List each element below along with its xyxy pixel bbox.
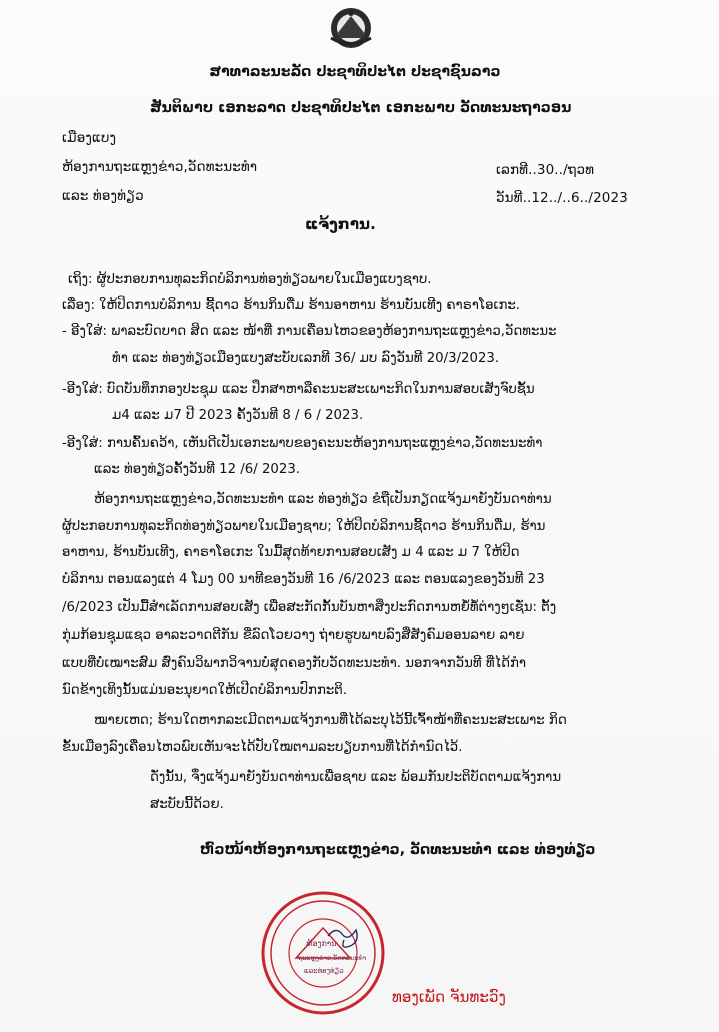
national-emblem-icon (322, 4, 380, 50)
signatory-name: ທອງເພັດ ຈັນທະວົງ (392, 988, 506, 1006)
body-paragraph-line7: ແບບທີ່ບໍ່ເໝາະສົມ ສົ່ງຄົນວິພາກວິຈານບໍ່ສຸດຄອງກັບວັດທະນະທໍາ. ນອກຈາກວັນທີ ທີ່ໄດ້ກໍາ (62, 656, 527, 671)
official-stamp-icon (258, 888, 388, 1018)
basis-3-line1: -ອີງໃສ່: ການຄົ້ນຄວ້າ, ເຫັນດີເປັນເອກະພາບຂອງຄະນະຫ້ອງການຖະແຫຼງຂ່າວ,ວັດທະນະທໍາ (62, 436, 543, 451)
closing-line2: ສະບັບນີ້ດ້ວຍ. (150, 797, 224, 812)
basis-2-line1: -ອີງໃສ່: ບົດບັນທຶກກອງປະຊຸມ ແລະ ປຶກສາຫາລືຄະນະສະເພາະກິດໃນການສອບເສັງຈົບຊັ້ນ (62, 382, 535, 397)
body-paragraph-line6: ກຸ່ມກ້ອນຊຸມແຊວ ອາລະວາດຕີກັນ ຂີ່ລົດໂວຍວາງ ຖ່າຍຮູບພາບລົງສື່ສັງຄົມອອນລາຍ ລາຍ (62, 628, 525, 643)
basis-1-line1: - ອີງໃສ່: ພາລະບົດບາດ ສິດ ແລະ ໜ້າທີ່ ການເຄື່ອນໄຫວຂອງຫ້ອງການຖະແຫຼງຂ່າວ,ວັດທະນະ (62, 324, 557, 339)
office-name-line1: ຫ້ອງການຖະແຫຼງຂ່າວ,ວັດທະນະທໍາ (62, 159, 258, 175)
reference-number: ເລກທີ..30../ຖວທ (496, 162, 595, 178)
note-line1: ໝາຍເຫດ; ຮ້ານໃດຫາກລະເມີດຕາມແຈ້ງການທີ່ໄດ້ລະບຸໄວ້ນີ້ເຈົ້າໜ້າທີ່ຄະນະສະເພາະ ກິດ (94, 713, 567, 728)
reference-date: ວັນທີ..12../..6../2023 (496, 190, 628, 206)
body-paragraph-line1: ຫ້ອງການຖະແຫຼງຂ່າວ,ວັດທະນະທໍາ ແລະ ທ່ອງທ່ຽວ ຂໍຖືເປັນກຽດແຈ້ງມາຍັງບັນດາທ່ານ (94, 492, 552, 507)
body-paragraph-line3: ອາຫານ, ຮ້ານບັນເທີງ, ຄາຣາໂອເກະ ໃນມື້ສຸດທ້າຍການສອບເສັງ ມ 4 ແລະ ມ 7 ໃຫ້ປິດ (62, 545, 520, 560)
body-paragraph-line4: ບໍລິການ ຕອນແລງແຕ່ 4 ໂມງ 00 ນາທີຂອງວັນທີ 16 /6/2023 ແລະ ຕອນແລງຂອງວັນທີ 23 (62, 572, 545, 587)
basis-3-line2: ແລະ ທ່ອງທ່ຽວຄັ້ງວັນທີ 12 /6/ 2023. (94, 462, 301, 477)
national-motto: ສັນຕິພາບ ເອກະລາດ ປະຊາທິປະໄຕ ເອກະພາບ ວັດທະນະຖາວອນ (150, 100, 572, 116)
subject-line: ເລື່ອງ: ໃຫ້ປິດການບໍລິການ ຊີ້ດາວ ຮ້ານກິນດື່ມ ຮ້ານອາຫານ ຮ້ານບັນເທີງ ຄາຣາໂອເກະ. (62, 298, 521, 313)
body-paragraph-line2: ຜູ້ປະກອບການທຸລະກິດທ່ອງທ່ຽວພາຍໃນເມືອງຊາບ; ໃຫ້ປິດບໍລິການຊີ້ດາວ ຮ້ານກິນດື່ມ, ຮ້ານ (62, 519, 546, 534)
stamp-text-1: ຫ້ອງການ (306, 939, 337, 948)
note-line2: ຂັ້ນເມືອງລົງເຄື່ອນໄຫວພົບເຫັນຈະໄດ້ປັບໃໝຕາມລະບຽບການທີ່ໄດ້ກໍານົດໄວ້. (62, 740, 463, 755)
stamp-text-2: ຖະແຫຼງຂ່າວ,ວັດທະນະທໍາ (298, 954, 367, 962)
signatory-title: ຫົວໜ້າຫ້ອງການຖະແຫຼງຂ່າວ, ວັດທະນະທໍາ ແລະ ທ່ອງທ່ຽວ (200, 842, 596, 858)
body-paragraph-line8: ນົດຂ້າງເທິງນັ້ນແມ່ນອະນຸຍາດໃຫ້ເປີດບໍລິການປົກກະຕິ. (62, 683, 348, 698)
stamp-text-3: ແລະທ່ອງທ່ຽວ (304, 967, 344, 975)
body-paragraph-line5: /6/2023 ເປັນມື້ສໍາເລັດການສອບເສັງ ເພື່ອສະກັດກັ້ນບັນຫາສິ່ງປະກົດການຫຍໍ້ທໍ້ຕ່າງໆເຊັ່ນ: ຕັ້ງ (62, 600, 557, 615)
recipient-line: ເຖິງ: ຜູ້ປະກອບການທຸລະກິດບໍລິການທ່ອງທ່ຽວພາຍໃນເມືອງແບງຊາບ. (68, 272, 432, 287)
document-title: ແຈ້ງການ. (305, 215, 376, 233)
basis-2-line2: ມ4 ແລະ ມ7 ປີ 2023 ຄັ້ງວັນທີ 8 / 6 / 2023. (112, 408, 364, 423)
district-name: ເມືອງແບງ (62, 130, 117, 146)
closing-line1: ດັ່ງນັ້ນ, ຈຶ່ງແຈ້ງມາຍັງບັນດາທ່ານເພື່ອຊາບ ແລະ ພ້ອມກັນປະຕິບັດຕາມແຈ້ງການ (150, 770, 562, 785)
office-name-line2: ແລະ ທ່ອງທ່ຽວ (62, 188, 144, 204)
republic-heading: ສາທາລະນະລັດ ປະຊາທິປະໄຕ ປະຊາຊົນລາວ (209, 64, 501, 80)
basis-1-line2: ທໍາ ແລະ ທ່ອງທ່ຽວເມືອງແບງສະບັບເລກທີ 36/ ມບ ລົງວັນທີ 20/3/2023. (112, 351, 500, 366)
